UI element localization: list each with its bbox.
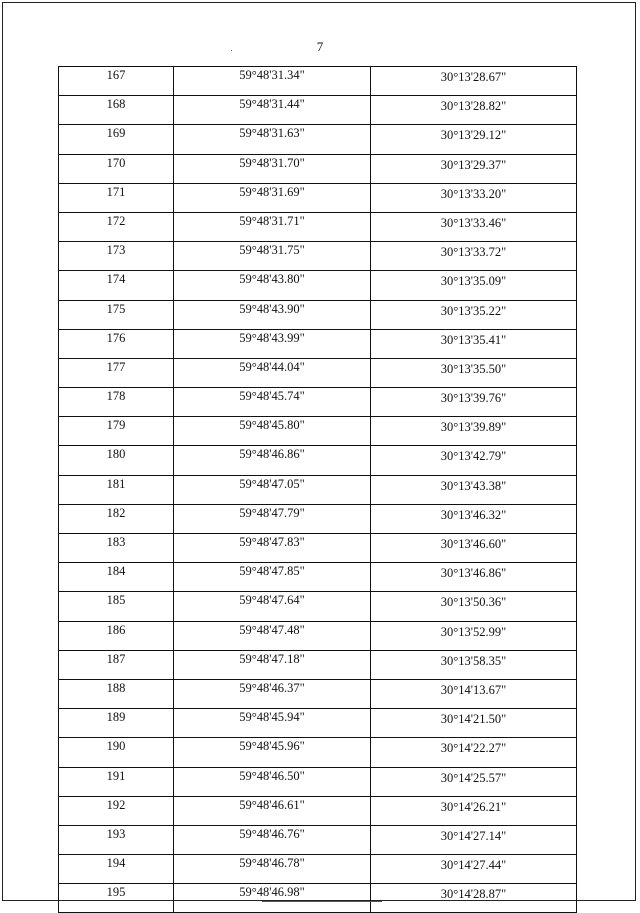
longitude-cell: 30°14'26.21" (371, 796, 577, 825)
latitude-cell: 59°48'44.04" (174, 358, 371, 387)
point-number-cell: 176 (59, 329, 174, 358)
table-row (59, 96, 577, 125)
latitude-cell: 59°48'46.98" (174, 884, 371, 913)
table-row (59, 592, 577, 621)
latitude-cell: 59°48'46.76" (174, 825, 371, 854)
longitude-cell: 30°13'33.46" (371, 212, 577, 241)
point-number-cell: 169 (59, 125, 174, 154)
table-row (59, 621, 577, 650)
longitude-cell: 30°13'35.41" (371, 329, 577, 358)
point-number-cell: 188 (59, 679, 174, 708)
point-number-cell: 173 (59, 242, 174, 271)
table-row (59, 271, 577, 300)
latitude-cell: 59°48'47.05" (174, 475, 371, 504)
table-row (59, 679, 577, 708)
longitude-cell: 30°13'29.12" (371, 125, 577, 154)
latitude-cell: 59°48'45.74" (174, 388, 371, 417)
table-row (59, 212, 577, 241)
latitude-cell: 59°48'47.79" (174, 504, 371, 533)
latitude-cell: 59°48'46.50" (174, 767, 371, 796)
table-row (59, 358, 577, 387)
latitude-cell: 59°48'45.96" (174, 738, 371, 767)
latitude-cell: 59°48'43.90" (174, 300, 371, 329)
latitude-cell: 59°48'47.64" (174, 592, 371, 621)
point-number-cell: 174 (59, 271, 174, 300)
latitude-cell: 59°48'45.94" (174, 709, 371, 738)
table-row (59, 475, 577, 504)
longitude-cell: 30°14'27.44" (371, 855, 577, 884)
coordinates-table (58, 66, 577, 913)
latitude-cell: 59°48'31.70" (174, 154, 371, 183)
table-row (59, 417, 577, 446)
coordinates-table-body (59, 67, 577, 913)
latitude-cell: 59°48'31.71" (174, 212, 371, 241)
latitude-cell: 59°48'45.80" (174, 417, 371, 446)
longitude-cell: 30°13'46.86" (371, 563, 577, 592)
latitude-cell: 59°48'47.85" (174, 563, 371, 592)
longitude-cell: 30°14'22.27" (371, 738, 577, 767)
latitude-cell: 59°48'43.99" (174, 329, 371, 358)
longitude-cell: 30°13'58.35" (371, 650, 577, 679)
longitude-cell: 30°13'43.38" (371, 475, 577, 504)
latitude-cell: 59°48'31.75" (174, 242, 371, 271)
longitude-cell: 30°13'28.67" (371, 67, 577, 96)
longitude-cell: 30°13'52.99" (371, 621, 577, 650)
point-number-cell: 167 (59, 67, 174, 96)
latitude-cell: 59°48'31.69" (174, 183, 371, 212)
table-row (59, 796, 577, 825)
table-row (59, 855, 577, 884)
longitude-cell: 30°14'25.57" (371, 767, 577, 796)
table-row (59, 329, 577, 358)
latitude-cell: 59°48'47.18" (174, 650, 371, 679)
point-number-cell: 170 (59, 154, 174, 183)
table-row (59, 504, 577, 533)
point-number-cell: 194 (59, 855, 174, 884)
table-row (59, 67, 577, 96)
point-number-cell: 180 (59, 446, 174, 475)
point-number-cell: 179 (59, 417, 174, 446)
latitude-cell: 59°48'47.83" (174, 534, 371, 563)
longitude-cell: 30°13'39.89" (371, 417, 577, 446)
table-row (59, 825, 577, 854)
point-number-cell: 192 (59, 796, 174, 825)
longitude-cell: 30°13'29.37" (371, 154, 577, 183)
longitude-cell: 30°13'33.72" (371, 242, 577, 271)
table-row (59, 563, 577, 592)
point-number-cell: 189 (59, 709, 174, 738)
longitude-cell: 30°13'42.79" (371, 446, 577, 475)
longitude-cell: 30°13'46.60" (371, 534, 577, 563)
longitude-cell: 30°13'35.50" (371, 358, 577, 387)
point-number-cell: 171 (59, 183, 174, 212)
longitude-cell: 30°13'39.76" (371, 388, 577, 417)
longitude-cell: 30°13'35.22" (371, 300, 577, 329)
table-row (59, 709, 577, 738)
point-number-cell: 177 (59, 358, 174, 387)
point-number-cell: 195 (59, 884, 174, 913)
latitude-cell: 59°48'31.44" (174, 96, 371, 125)
table-row (59, 446, 577, 475)
longitude-cell: 30°13'50.36" (371, 592, 577, 621)
point-number-cell: 178 (59, 388, 174, 417)
latitude-cell: 59°48'46.37" (174, 679, 371, 708)
point-number-cell: 185 (59, 592, 174, 621)
table-row (59, 183, 577, 212)
longitude-cell: 30°13'33.20" (371, 183, 577, 212)
point-number-cell: 191 (59, 767, 174, 796)
point-number-cell: 181 (59, 475, 174, 504)
latitude-cell: 59°48'46.86" (174, 446, 371, 475)
longitude-cell: 30°14'27.14" (371, 825, 577, 854)
longitude-cell: 30°14'28.87" (371, 884, 577, 913)
point-number-cell: 182 (59, 504, 174, 533)
page-number: 7 (316, 39, 324, 54)
latitude-cell: 59°48'46.78" (174, 855, 371, 884)
longitude-cell: 30°14'21.50" (371, 709, 577, 738)
latitude-cell: 59°48'31.34" (174, 67, 371, 96)
table-row (59, 388, 577, 417)
point-number-cell: 186 (59, 621, 174, 650)
point-number-cell: 175 (59, 300, 174, 329)
latitude-cell: 59°48'46.61" (174, 796, 371, 825)
table-row (59, 884, 577, 913)
latitude-cell: 59°48'47.48" (174, 621, 371, 650)
longitude-cell: 30°13'46.32" (371, 504, 577, 533)
point-number-cell: 184 (59, 563, 174, 592)
table-row (59, 650, 577, 679)
longitude-cell: 30°13'28.82" (371, 96, 577, 125)
point-number-cell: 187 (59, 650, 174, 679)
latitude-cell: 59°48'31.63" (174, 125, 371, 154)
table-row (59, 300, 577, 329)
point-number-cell: 172 (59, 212, 174, 241)
table-row (59, 738, 577, 767)
table-row (59, 125, 577, 154)
scan-speck (231, 50, 232, 51)
table-row (59, 534, 577, 563)
point-number-cell: 190 (59, 738, 174, 767)
table-row (59, 154, 577, 183)
latitude-cell: 59°48'43.80" (174, 271, 371, 300)
scan-edge-mark (262, 901, 382, 902)
table-row (59, 242, 577, 271)
point-number-cell: 193 (59, 825, 174, 854)
point-number-cell: 183 (59, 534, 174, 563)
longitude-cell: 30°14'13.67" (371, 679, 577, 708)
table-row (59, 767, 577, 796)
longitude-cell: 30°13'35.09" (371, 271, 577, 300)
point-number-cell: 168 (59, 96, 174, 125)
